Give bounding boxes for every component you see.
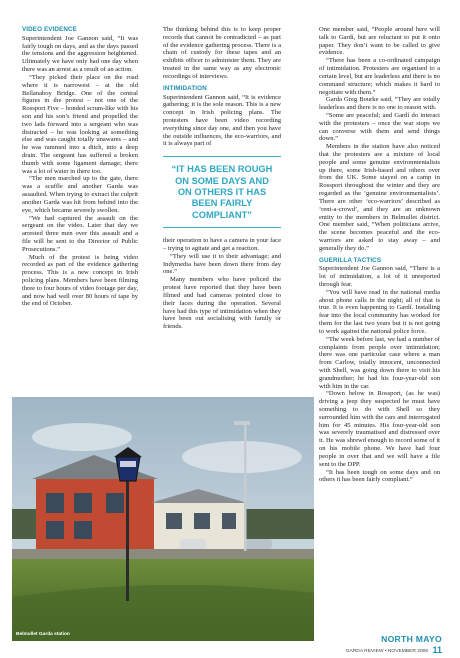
subheading-guerilla-tactics: GUERILLA TACTICS: [319, 256, 382, 264]
paragraph: “They will use it to their advantage; and Indymedia have been down there from day one.”: [163, 252, 281, 276]
page-number: 11: [432, 645, 442, 655]
paragraph: Members in the station have also noticed that the protesters are a mixture of local people and some genuine environmentalists up there, some Irish-based and others over from the UK. Some stayed on a camp in Rossport throughout the winter and they are regarded as the ‘genuine environmentalists’. There are other ‘eco-warriors’ described as ‘rent-a-crowd’, and they are an unknown entity to the members in Belmullet district. One member said, “When politicians arrive, the scene becomes peaceful and the eco-warriors are asked to stay away – and generally they do.”: [319, 143, 440, 252]
window: [46, 521, 64, 539]
publication-name: GARDA REVIEW • NOVEMBER 2006: [345, 649, 429, 654]
paragraph: “The week before last, we had a number of complaints from people over intimidation; there was one particular case where a man from Carlow, totally innocent, unconnected with Shell, was going down there to visit his grandmother; he had his four-year-old son with him in the car.: [319, 335, 440, 390]
window: [222, 513, 236, 529]
paragraph: “You will have read in the national media about phone calls in the night; all of that is true. It is even happening to Gardí. Installing fear into the local community has worked for them for the last two years but it is not going to work against the national police force.: [319, 288, 440, 335]
garda-station-photo: [12, 397, 314, 641]
window: [166, 513, 182, 529]
paragraph: Much of the protest is being video recorded as part of the evidence gathering process. This is a new concept in Irish policing plans. Members have been filming three to four hours of video footage per day, and now had well over 80 hours of tape by the end of October.: [22, 253, 138, 308]
lamp-post: [126, 481, 129, 601]
subheading-video-evidence: VIDEO EVIDENCE: [22, 26, 77, 33]
window: [46, 493, 64, 513]
pull-quote: “IT HAS BEEN ROUGH ON SOME DAYS AND ON OTHERS IT HAS BEEN FAIRLY COMPLIANT”: [163, 156, 281, 228]
photo-illustration: [12, 397, 314, 641]
paragraph: “Down below in Rossport, (as he was) driving a jeep they suspected he must have something to do with Shell so they surrounded him with the cars and interrogated him for 45 minutes. His four-year-old son was severely traumatised and distressed over it. He was shrewd enough to record some of it on his mobile phone. We have had four people in over that and we will have a file sent to the DPP.: [319, 390, 440, 468]
paragraph: Many members who have policed the protest have reported that they have been filmed and had cameras pointed close to their faces during the operation. Several have had this type of intimidation when they have been out socialising with family or friends.: [163, 276, 281, 331]
section-title: NORTH MAYO: [381, 634, 442, 644]
window: [106, 493, 124, 513]
paragraph: “Some are peaceful; and Gardí do interact with the protesters – once the war stops we can converse with them and send things down.”: [319, 111, 440, 143]
car: [244, 539, 272, 549]
window: [74, 493, 92, 513]
street-light-head: [234, 421, 250, 425]
subheading-intimidation: INTIMIDATION: [163, 84, 207, 92]
cloud: [182, 441, 302, 473]
footer-line: [346, 645, 442, 655]
paragraph: their operation to have a camera in your face – trying to agitate and get a reaction.: [163, 237, 281, 253]
paragraph: “They picked their place on the road where it is narrowest – at the old Bellanaboy Bridge. One of the central figures in the protest – not one of the Rossport Five – bonded scrum-like with his son and his son’s friend and propelled the two lads forward into a sergeant who was distracted – he was looking at something else and was caught totally unawares – and he was rammed into a ditch, into a deep drain. The sergeant has suffered a broken thumb with some ligament damage; there was a lot of water in there too.: [22, 73, 138, 175]
paragraph: “The men marched up to the gate, there was a scuffle and another Garda was assaulted. When trying to extract the culprit another Garda was hit from behind into the eye, which became severely swollen.: [22, 175, 138, 214]
paragraph: The thinking behind this is to keep proper records that cannot be contradicted – as part of the evidence gathering process. There is a chain of custody for these tapes and an exhibits officer to administer them. They are treated in the same way as any electronic recordings of interviews.: [163, 26, 281, 80]
column-middle: [163, 26, 281, 331]
paragraph: Superintendent Joe Gannon said, “There is a lot of intimidation, a lot of it unreported through fear.: [319, 265, 440, 288]
garda-lamp: [116, 457, 140, 481]
column-left: [22, 26, 138, 308]
column-right: [319, 26, 440, 484]
street-light-pole: [244, 423, 247, 551]
boundary-wall: [12, 549, 314, 559]
photo-caption: Belmullet Garda station: [16, 632, 70, 637]
paragraph: Superintendent Gannon said, “It is evidence gathering; it is the sole reason. This is a new concept in Irish policing plans. The protesters have been video recording everything since day one, and then you have the outside influences, the eco-warriors, and it is always part of: [163, 93, 281, 148]
car: [180, 539, 206, 549]
paragraph: Superintendent Joe Gannon said, “It was fairly tough on days, and as the days passed the tensions and the aggression heightened. Ultimately we have only had one day when there was an arrest as a result of an action.: [22, 34, 138, 74]
window: [194, 513, 210, 529]
station-wall: [36, 477, 154, 551]
lamp-sign: [120, 461, 136, 467]
paragraph: One member said, “People around here will talk to Gardí, but are reluctant to put it onto paper. They don’t want to be called to give evidence.: [319, 26, 440, 57]
paragraph: “We had captured the assault on the sergeant on the video. Later that day we arrested three men over this assault and a file will be sent to the Director of Public Prosecutions.”: [22, 214, 138, 253]
paragraph: “There has been a co-ordinated campaign of intimidation. Protesters are organised to a certain level, but are leaderless and there is no command structure; which makes it hard to negotiate with them.”: [319, 57, 440, 96]
window: [74, 521, 92, 539]
cloud: [32, 423, 132, 451]
paragraph: “It has been tough on some days and on others it has been fairly compliant.”: [319, 468, 440, 484]
paragraph: Garda Greg Bourke said, “They are totally leaderless and there is no one to reason with.: [319, 96, 440, 112]
